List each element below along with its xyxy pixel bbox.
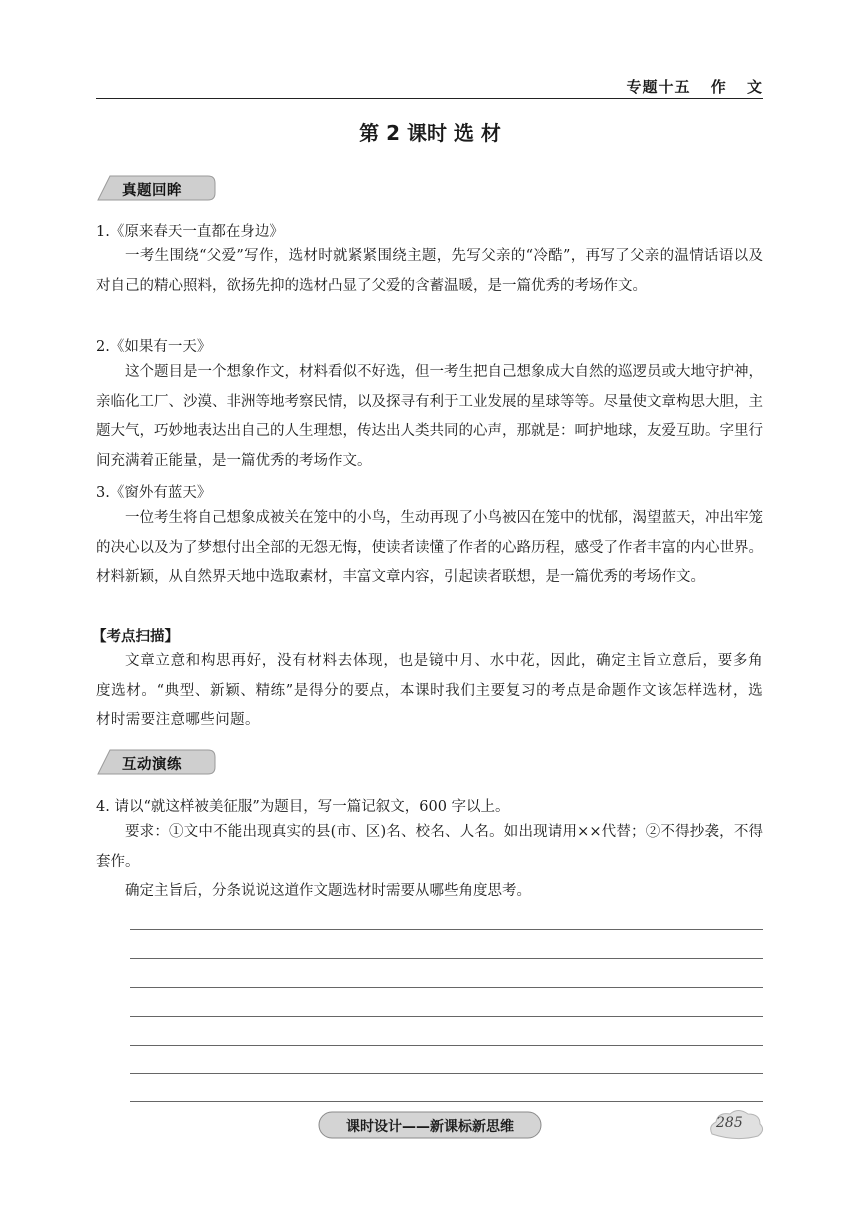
banner-label: 互动演练 — [122, 757, 182, 773]
answer-line — [130, 929, 763, 930]
exercise-requirement: 要求：①文中不能出现真实的县(市、区)名、校名、人名。如出现请用××代替；②不得抄袭，不得套作。 — [96, 824, 763, 870]
item-title-3: 3.《窗外有蓝天》 — [96, 485, 212, 501]
banner-label: 真题回眸 — [122, 183, 182, 199]
answer-line — [130, 1101, 763, 1102]
answer-line — [130, 958, 763, 959]
answer-line — [130, 1073, 763, 1074]
scan-heading: 【考点扫描】 — [92, 629, 179, 645]
section-banner-practice — [96, 749, 216, 775]
running-header: 专题十五 作 文 — [626, 78, 763, 96]
exercise-question: 4. 请以“就这样被美征服”为题目，写一篇记叙文，600 字以上。 — [96, 799, 510, 815]
item-title-2: 2.《如果有一天》 — [96, 339, 212, 355]
header-rule — [96, 98, 763, 99]
item-text-1: 一考生围绕“父爱”写作，选材时就紧紧围绕主题，先写父亲的“冷酷”，再写了父亲的温情话语以及对自己的精心照料，欲扬先抑的选材凸显了父爱的含蓄温暖，是一篇优秀的考场作文。 — [96, 248, 763, 294]
item-text-3: 一位考生将自己想象成被关在笼中的小鸟，生动再现了小鸟被囚在笼中的忧郁，渴望蓝天，冲出牢笼的决心以及为了梦想付出全部的无怨无悔，使读者读懂了作者的心路历程，感受了作者丰富的内心世界。材料新颖，从自然界天地中选取素材，丰富文章内容，引起读者联想，是一篇优秀的考场作文。 — [96, 510, 763, 585]
answer-line — [130, 987, 763, 988]
footer-label: 课时设计——新课标新思维 — [346, 1119, 514, 1135]
page-number: 285 — [716, 1115, 743, 1131]
answer-line — [130, 1045, 763, 1046]
footer-banner — [318, 1111, 542, 1139]
exercise-prompt: 确定主旨后，分条说说这道作文题选材时需要从哪些角度思考。 — [125, 883, 531, 899]
answer-line — [130, 1016, 763, 1017]
item-title-1: 1.《原来春天一直都在身边》 — [96, 224, 284, 240]
section-banner-review — [96, 175, 216, 201]
scan-text: 文章立意和构思再好，没有材料去体现，也是镜中月、水中花，因此，确定主旨立意后，要多角度选材。“典型、新颖、精练”是得分的要点，本课时我们主要复习的考点是命题作文该怎样选材，选材时需要注意哪些问题。 — [96, 653, 763, 728]
item-text-2: 这个题目是一个想象作文，材料看似不好选，但一考生把自己想象成大自然的巡逻员或大地守护神，亲临化工厂、沙漠、非洲等地考察民情，以及探寻有利于工业发展的星球等等。尽量使文章构思大胆，主题大气，巧妙地表达出自己的人生理想，传达出人类共同的心声，那就是：呵护地球，友爱互助。字里行间充满着正能量，是一篇优秀的考场作文。 — [96, 364, 763, 469]
lesson-title: 第 2 课时 选 材 — [359, 121, 501, 145]
